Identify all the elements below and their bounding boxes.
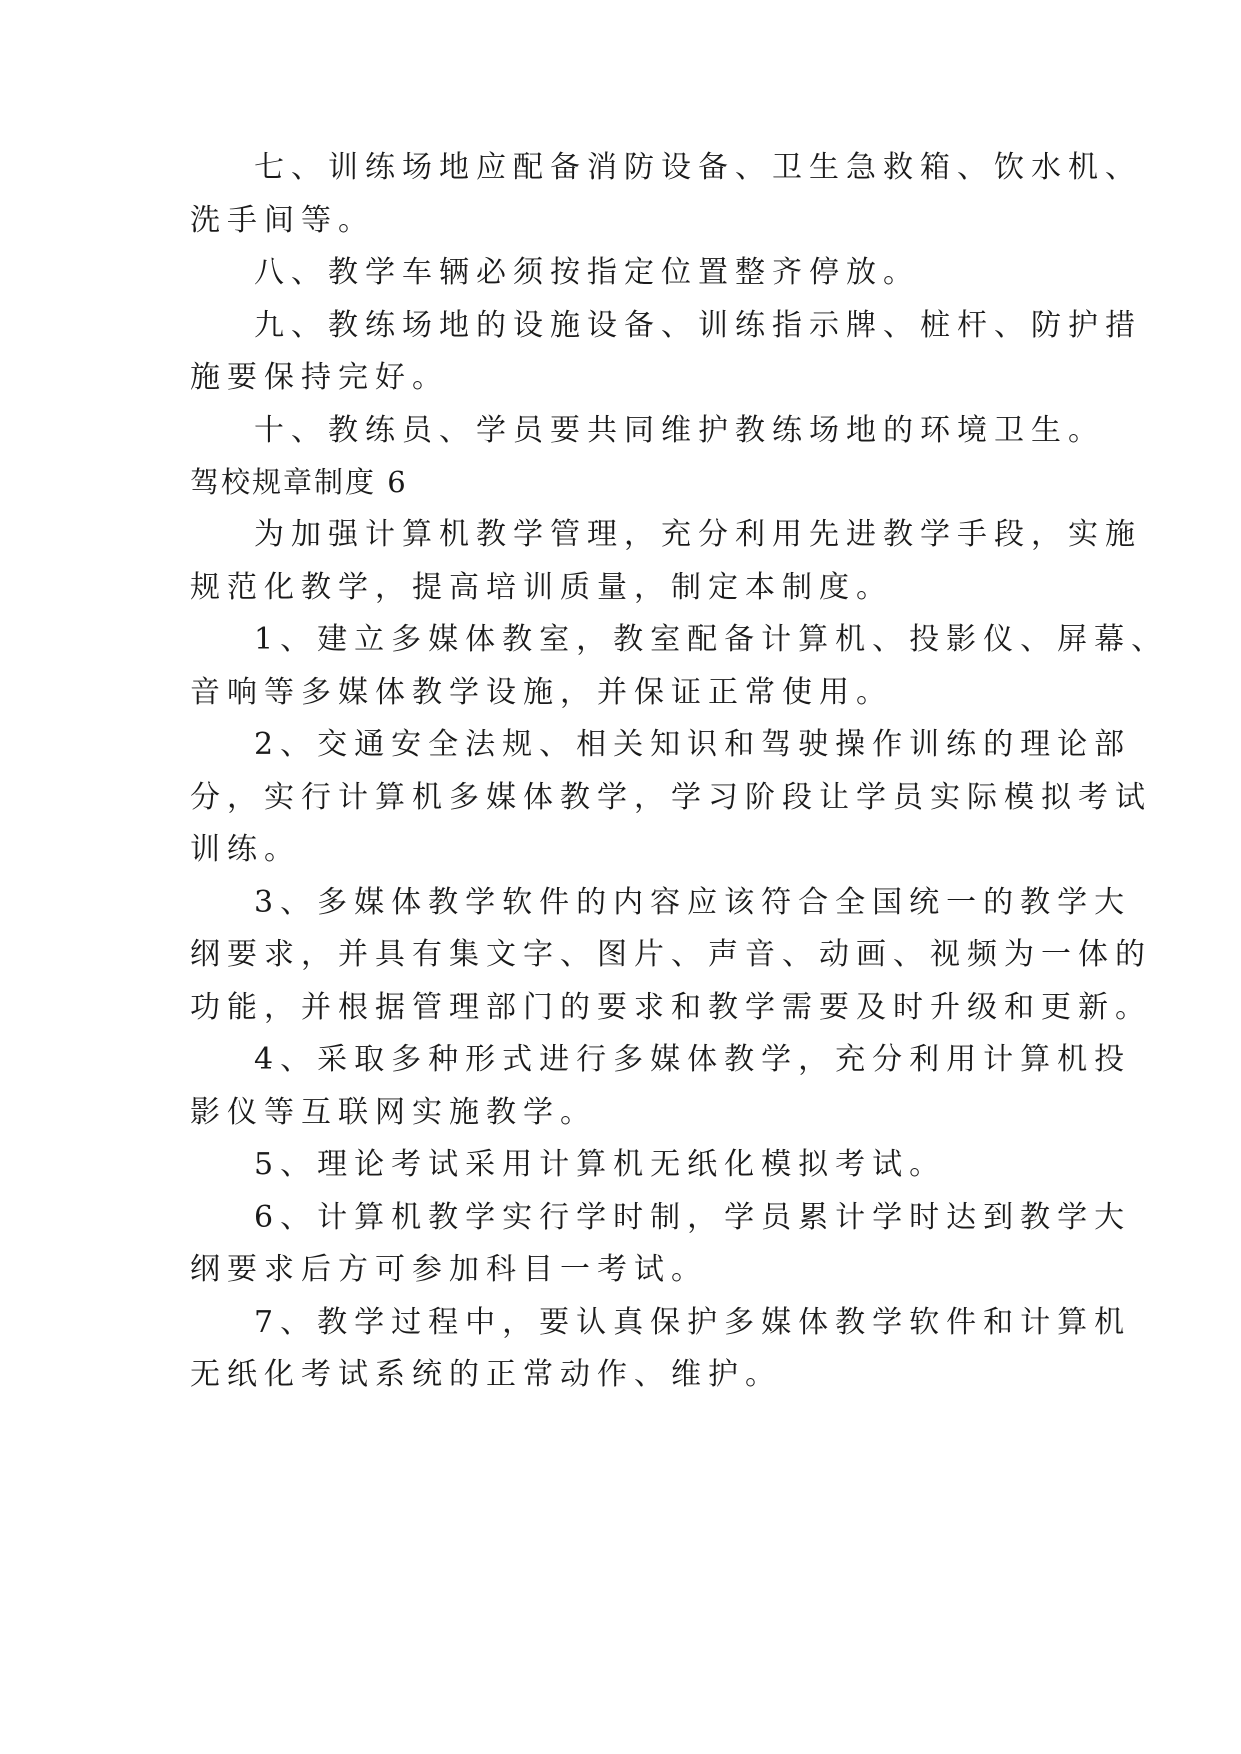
paragraph-line: 无纸化考试系统的正常动作、维护。: [190, 1357, 782, 1392]
paragraph-line: 7、教学过程中，要认真保护多媒体教学软件和计算机: [254, 1305, 1132, 1340]
paragraph-line: 音响等多媒体教学设施，并保证正常使用。: [190, 675, 893, 710]
paragraph-line: 3、多媒体教学软件的内容应该符合全国统一的教学大: [254, 885, 1132, 920]
paragraph-line: 影仪等互联网实施教学。: [190, 1095, 597, 1130]
paragraph-line: 分，实行计算机多媒体教学，学习阶段让学员实际模拟考试: [190, 780, 1152, 815]
paragraph-line: 洗手间等。: [190, 203, 375, 238]
paragraph-line: 2、交通安全法规、相关知识和驾驶操作训练的理论部: [254, 727, 1132, 762]
paragraph-line: 为加强计算机教学管理，充分利用先进教学手段，实施: [254, 517, 1142, 552]
paragraph-line: 九、教练场地的设施设备、训练指示牌、桩杆、防护措: [254, 308, 1142, 343]
paragraph-line: 规范化教学，提高培训质量，制定本制度。: [190, 570, 893, 605]
paragraph-line: 纲要求后方可参加科目一考试。: [190, 1252, 708, 1287]
paragraph-line: 八、教学车辆必须按指定位置整齐停放。: [254, 255, 920, 290]
paragraph-line: 训练。: [190, 832, 301, 867]
paragraph-line: 功能，并根据管理部门的要求和教学需要及时升级和更新。: [190, 990, 1152, 1025]
paragraph-line: 十、教练员、学员要共同维护教练场地的环境卫生。: [254, 413, 1105, 448]
paragraph-line: 七、训练场地应配备消防设备、卫生急救箱、饮水机、: [254, 150, 1142, 185]
paragraph-line: 4、采取多种形式进行多媒体教学，充分利用计算机投: [254, 1042, 1132, 1077]
paragraph-line: 6、计算机教学实行学时制，学员累计学时达到教学大: [254, 1200, 1132, 1235]
paragraph-line: 5、理论考试采用计算机无纸化模拟考试。: [254, 1147, 947, 1182]
section-heading: 驾校规章制度 6: [190, 465, 408, 499]
paragraph-line: 施要保持完好。: [190, 360, 449, 395]
paragraph-line: 纲要求，并具有集文字、图片、声音、动画、视频为一体的: [190, 937, 1152, 972]
paragraph-line: 1、建立多媒体教室，教室配备计算机、投影仪、屏幕、: [254, 622, 1169, 657]
